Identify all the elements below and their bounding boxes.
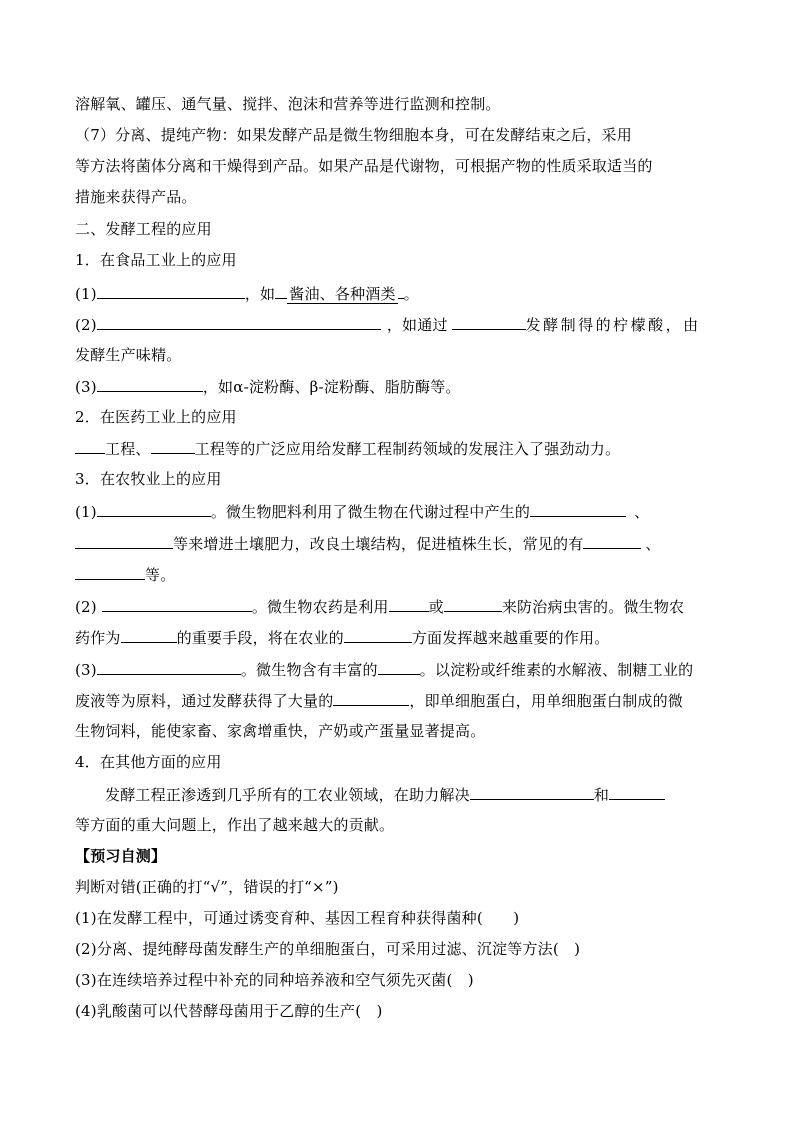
text: 发酵工程正渗透到几乎所有的工农业领域，在助力解决: [105, 786, 470, 804]
text: (4)乳酸菌可以代替酵母菌用于乙醇的生产( ): [75, 1002, 383, 1020]
answer-blank[interactable]: [444, 595, 502, 612]
fill-line-agri-2b: [75, 626, 725, 649]
text: （7）分离、提纯产物：如果发酵产品是微生物细胞本身，可在发酵结束之后，采用: [75, 126, 632, 144]
answer-blank[interactable]: [97, 313, 381, 330]
text: 。: [403, 285, 419, 303]
text: ，如α-淀粉酶、β-淀粉酶、脂肪酶等。: [202, 378, 461, 396]
text: 二、发酵工程的应用: [75, 220, 212, 238]
answer-blank[interactable]: [378, 658, 420, 675]
text: 。以淀粉或纤维素的水解液、制糖工业的: [419, 661, 694, 679]
text: 发酵生产味精。: [75, 346, 182, 364]
fill-line-agri-1: [75, 500, 725, 523]
text: 、: [634, 503, 650, 521]
text: 药作为: [75, 629, 121, 647]
answer-blank[interactable]: [97, 282, 245, 299]
fill-line-medicine: [75, 437, 725, 460]
text: 3．在农牧业上的应用: [75, 470, 222, 488]
text: 方面发挥越来越重要的作用。: [411, 629, 610, 647]
item-number: (2): [75, 598, 102, 616]
text: 废液等为原料，通过发酵获得了大量的: [75, 692, 334, 710]
text: (2)分离、提纯酵母菌发酵生产的单细胞蛋白，可采用过滤、沉淀等方法( ): [75, 940, 581, 958]
paragraph-line: [75, 93, 725, 115]
answer-blank[interactable]: [75, 532, 173, 549]
text: (1)在发酵工程中，可通过诱变育种、基因工程育种获得菌种( ): [75, 909, 520, 927]
text: 等方面的重大问题上，作出了越来越大的贡献。: [75, 816, 395, 834]
judge-question-3: [75, 969, 725, 991]
item-number: (1): [75, 285, 97, 303]
text: 和: [593, 786, 610, 804]
text: 溶解氧、罐压、通气量、搅拌、泡沫和营养等进行监测和控制。: [75, 95, 501, 113]
paragraph-line: [75, 814, 725, 836]
answer-blank-pad: [275, 282, 287, 299]
answer-blank[interactable]: [102, 595, 252, 612]
judge-instruction: [75, 876, 725, 898]
answer-blank[interactable]: [97, 658, 241, 675]
text: 的重要手段，将在农业的: [176, 629, 344, 647]
text: 。微生物农药是利用: [251, 598, 389, 616]
text: 来防治病虫害的。微生物农: [501, 598, 685, 616]
text: (3)在连续培养过程中补充的同种培养液和空气须先灭菌( ): [75, 971, 474, 989]
judge-question-1: [75, 907, 725, 929]
subsection-heading: [75, 751, 725, 773]
paragraph-line: [75, 155, 725, 177]
paragraph-line: [75, 720, 725, 742]
answer-blank[interactable]: [333, 689, 409, 706]
paragraph-line: [75, 124, 725, 146]
text: 或: [428, 598, 444, 616]
fill-line-agri-1b: [75, 532, 725, 555]
text: 等来增进土壤肥力，改良土壤结构，促进植株生长，常见的有: [173, 535, 584, 553]
fill-line-food-2: [75, 313, 725, 336]
item-number: (3): [75, 378, 97, 396]
fill-line-agri-1c: [75, 563, 725, 586]
preview-heading: [75, 845, 725, 867]
subsection-heading: [75, 468, 725, 490]
text: ，如: [244, 285, 276, 303]
text: ，即单细胞蛋白，用单细胞蛋白制成的微: [409, 692, 684, 710]
text: 发酵制得的柠檬酸，由: [525, 316, 701, 334]
fill-line-agri-2: [75, 595, 725, 618]
judge-question-2: [75, 938, 725, 960]
answer-blank[interactable]: [121, 626, 177, 643]
answer-blank[interactable]: [452, 313, 526, 330]
paragraph-line: [75, 344, 725, 366]
subsection-heading: [75, 249, 725, 271]
fill-line-food-3: [75, 375, 725, 398]
answer-blank[interactable]: [97, 500, 211, 517]
fill-line-other: [105, 783, 725, 806]
subsection-heading: [75, 406, 725, 428]
item-number: (1): [75, 503, 97, 521]
filled-answer: 酱油、各种酒类: [289, 285, 396, 303]
answer-blank[interactable]: [97, 375, 203, 392]
answer-blank[interactable]: [583, 532, 641, 549]
text: 。微生物含有丰富的: [240, 661, 378, 679]
answer-blank[interactable]: [530, 500, 626, 517]
judge-question-4: [75, 1000, 725, 1022]
text: 1．在食品工业上的应用: [75, 251, 237, 269]
text: 。微生物肥料利用了微生物在代谢过程中产生的: [210, 503, 531, 521]
answer-blank[interactable]: [75, 563, 145, 580]
text: 工程等的广泛应用给发酵工程制药领域的发展注入了强劲动力。: [194, 440, 621, 458]
section-heading: [75, 218, 725, 240]
answer-blank[interactable]: [470, 783, 594, 800]
text: 生物饲料，能使家畜、家禽增重快，产奶或产蛋量显著提高。: [75, 722, 486, 740]
text: 4．在其他方面的应用: [75, 753, 222, 771]
text: 2．在医药工业上的应用: [75, 408, 237, 426]
text: ，如通过: [386, 316, 448, 334]
item-number: (2): [75, 316, 97, 334]
text: 等方法将菌体分离和干燥得到产品。如果产品是代谢物，可根据产物的性质采取适当的: [75, 157, 653, 175]
paragraph-line: [75, 186, 725, 208]
text: 判断对错(正确的打“√”，错误的打“×”): [75, 878, 339, 896]
answer-blank[interactable]: [151, 437, 195, 454]
fill-line-agri-3b: [75, 689, 725, 712]
answer-blank[interactable]: [389, 595, 429, 612]
item-number: (3): [75, 661, 97, 679]
text: 【预习自测】: [75, 847, 167, 865]
fill-line-agri-3: [75, 658, 725, 681]
fill-line-food-1: [75, 282, 725, 305]
text: 等。: [145, 566, 176, 584]
text: 、: [645, 535, 661, 553]
text: 措施来获得产品。: [75, 188, 197, 206]
text: 工程、: [105, 440, 151, 458]
answer-blank[interactable]: [75, 437, 105, 454]
answer-blank[interactable]: [609, 783, 665, 800]
answer-blank[interactable]: [344, 626, 412, 643]
